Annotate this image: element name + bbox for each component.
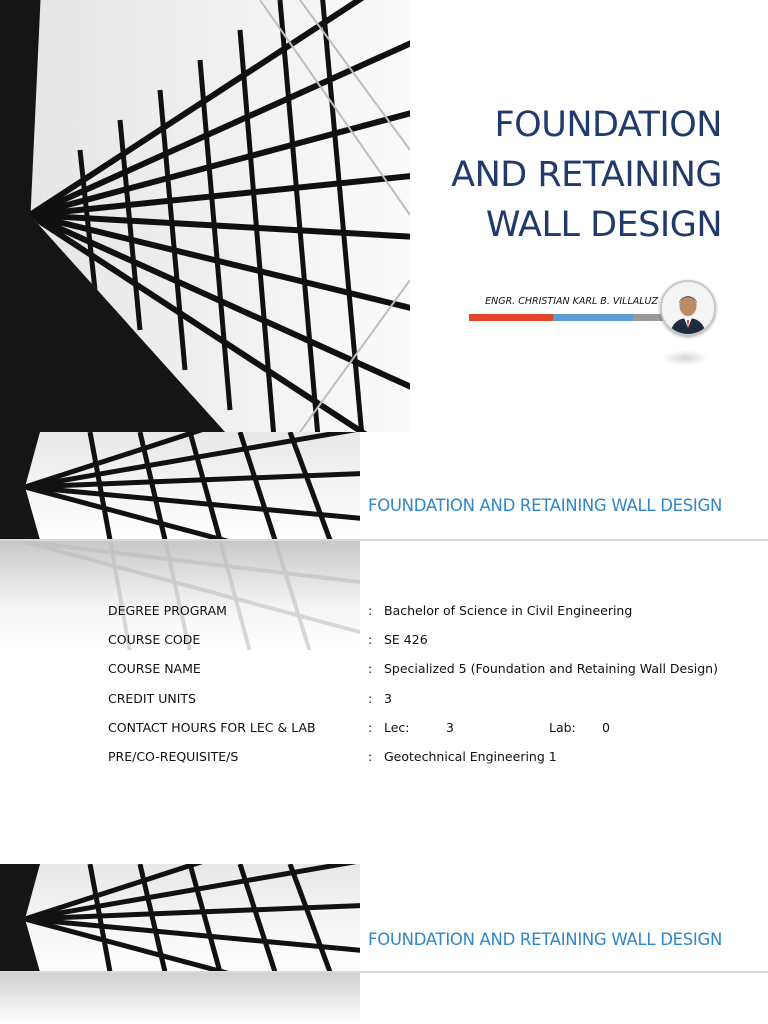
info-label: COURSE NAME xyxy=(108,661,201,677)
person-portrait-icon xyxy=(662,282,714,334)
author-avatar xyxy=(660,280,716,336)
info-value: SE 426 xyxy=(384,632,428,648)
title-line-3: WALL DESIGN xyxy=(485,205,722,245)
lec-label: Lec: xyxy=(384,719,410,735)
info-colon: : xyxy=(368,690,373,706)
info-colon: : xyxy=(368,748,373,764)
third-slide xyxy=(0,864,768,1024)
course-info-table xyxy=(108,603,728,778)
author-accent-bar xyxy=(469,314,665,321)
info-value: 3 xyxy=(384,690,392,706)
course-title xyxy=(392,100,722,250)
accent-bar-red xyxy=(469,314,553,321)
cover-slide xyxy=(0,0,768,432)
info-colon: : xyxy=(368,719,373,735)
title-line-2: AND RETAINING xyxy=(451,155,722,195)
info-row-credit-units xyxy=(108,691,728,720)
info-row-contact-hours xyxy=(108,720,728,749)
info-row-course-code xyxy=(108,632,728,661)
info-label: CONTACT HOURS FOR LEC & LAB xyxy=(108,719,316,735)
header-divider xyxy=(0,539,768,541)
title-line-1: FOUNDATION xyxy=(494,105,722,145)
info-row-course-name xyxy=(108,661,728,690)
course-info-slide xyxy=(0,432,768,864)
avatar-shadow xyxy=(662,350,708,366)
info-value: Geotechnical Engineering 1 xyxy=(384,748,557,764)
lab-value: 0 xyxy=(602,719,610,735)
info-value: Bachelor of Science in Civil Engineering xyxy=(384,603,633,618)
header-divider xyxy=(0,971,768,973)
info-colon: : xyxy=(368,632,373,648)
author-name: ENGR. CHRISTIAN KARL B. VILLALUZ xyxy=(485,296,658,307)
slide-header-title: FOUNDATION AND RETAINING WALL DESIGN xyxy=(368,496,722,515)
info-label: PRE/CO-REQUISITE/S xyxy=(108,748,239,764)
info-label: DEGREE PROGRAM xyxy=(108,603,227,618)
info-colon: : xyxy=(368,661,373,677)
accent-bar-blue xyxy=(553,314,633,321)
info-label: CREDIT UNITS xyxy=(108,690,196,706)
info-label: COURSE CODE xyxy=(108,632,201,648)
info-row-degree-program xyxy=(108,603,728,632)
lec-value: 3 xyxy=(446,719,454,735)
slide-header-title: FOUNDATION AND RETAINING WALL DESIGN xyxy=(368,930,722,949)
lab-label: Lab: xyxy=(549,719,576,735)
info-value: Specialized 5 (Foundation and Retaining Wall Design) xyxy=(384,661,718,677)
info-colon: : xyxy=(368,603,373,618)
info-row-prerequisites xyxy=(108,749,728,778)
